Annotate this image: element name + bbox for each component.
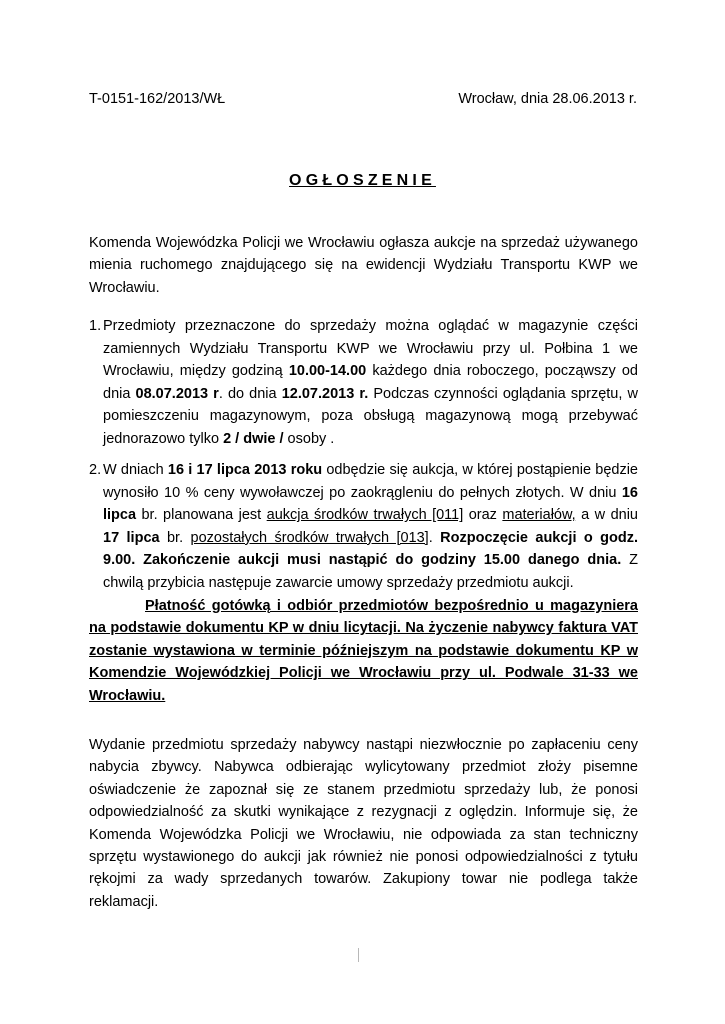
text-run: br. (159, 529, 191, 546)
auction-hours: Rozpoczęcie aukcji o godz. 9.00. Zakończenie aukcji musi nastąpić do godziny 15.00 danego dnia. (103, 529, 639, 569)
materials-auction: materiałów, (502, 507, 576, 524)
payment-terms (89, 595, 638, 708)
auction-day-2: 17 lipca (103, 529, 160, 546)
text-run: każdego dnia roboczego, począwszy od dnia (103, 363, 638, 402)
list-item-number: 2. (89, 462, 102, 478)
list-item-text (103, 459, 638, 595)
list-item-number: 1. (89, 318, 102, 334)
text-run: br. planowana jest (136, 507, 267, 524)
text-run: . (428, 529, 441, 546)
text-run: Przedmioty przeznaczone do sprzedaży można oglądać w magazynie części zamiennych Wydziału Transportu KWP we Wrocławiu przy ul. Połbina 1 we Wrocławiu, między godziną (103, 318, 638, 380)
viewing-date-from: 08.07.2013 r (135, 385, 219, 402)
text-run: . do dnia (218, 385, 282, 402)
payment-terms-text: Płatność gotówką i odbiór przedmiotów bezpośrednio u magazyniera na podstawie dokumentu KP w dniu licytacji. Na życzenie nabywcy faktura VAT zostanie wystawiona w terminie późniejszym na podstawie dokumentu KP w Komendzie Wojewódzkiej Policji we Wrocławiu przy ul. Podwale 31-33 we Wrocławiu. (89, 597, 638, 704)
final-paragraph: Wydanie przedmiotu sprzedaży nabywcy nastąpi niezwłocznie po zapłaceniu ceny nabycia zbywcy. Nabywca odbierając wylicytowany przedmiot złoży pisemne oświadczenie że zapoznał się ze stanem przedmiotu sprzedaży lub, że ponosi odpowiedzialność za skutki wynikające z rezygnacji z oględzin. Informuje się, że Komenda Wojewódzka Policji we Wrocławiu, nie odpowiada za stan techniczny sprzętu wystawionego do aukcji jak również nie ponosi odpowiedzialności z tytułu rękojmi za wady sprzedanych towarów. Zakupiony towar nie podlega także reklamacji. (89, 737, 638, 910)
text-run: osoby . (283, 430, 335, 447)
reference-number: T-0151-162/2013/WŁ (89, 91, 226, 107)
other-assets-auction: pozostałych środków trwałych [013] (190, 529, 429, 546)
intro-paragraph: Komenda Wojewódzka Policji we Wrocławiu ogłasza aukcje na sprzedaż używanego mienia ruchomego znajdującego się na ewidencji Wydziału Transportu KWP we Wrocławiu. (89, 235, 638, 296)
auction-dates: 16 i 17 lipca 2013 roku (167, 462, 323, 478)
text-run: odbędzie się aukcja, w której postąpienie będzie wynosiło 10 % ceny wywoławczej po zaokrągleniu do pełnych złotych. W dniu (103, 462, 638, 501)
max-persons: 2 / dwie / (223, 430, 284, 447)
fixed-assets-auction: aukcja środków trwałych [011] (266, 507, 464, 524)
page-marker (358, 948, 359, 962)
page-title: OGŁOSZENIE (289, 172, 436, 189)
text-run: W dniach (103, 462, 168, 478)
text-run: Z chwilą przybicia następuje zawarcie umowy sprzedaży przedmiotu aukcji. (103, 552, 638, 591)
list-item-1 (89, 315, 638, 451)
text-run: Podczas czynności oglądania sprzętu, w pomieszczeniu magazynowym, poza obsługą magazynową mogą przebywać jednorazowo tylko (103, 385, 638, 447)
auction-day-1: 16 lipca (103, 484, 638, 524)
list-item-2 (89, 459, 638, 708)
viewing-hours: 10.00-14.00 (288, 363, 367, 380)
place-and-date: Wrocław, dnia 28.06.2013 r. (458, 91, 637, 107)
text-run: oraz (463, 507, 503, 524)
viewing-date-to: 12.07.2013 r. (281, 385, 369, 402)
text-run: a w dniu (575, 507, 638, 524)
list-item-text (103, 315, 638, 451)
